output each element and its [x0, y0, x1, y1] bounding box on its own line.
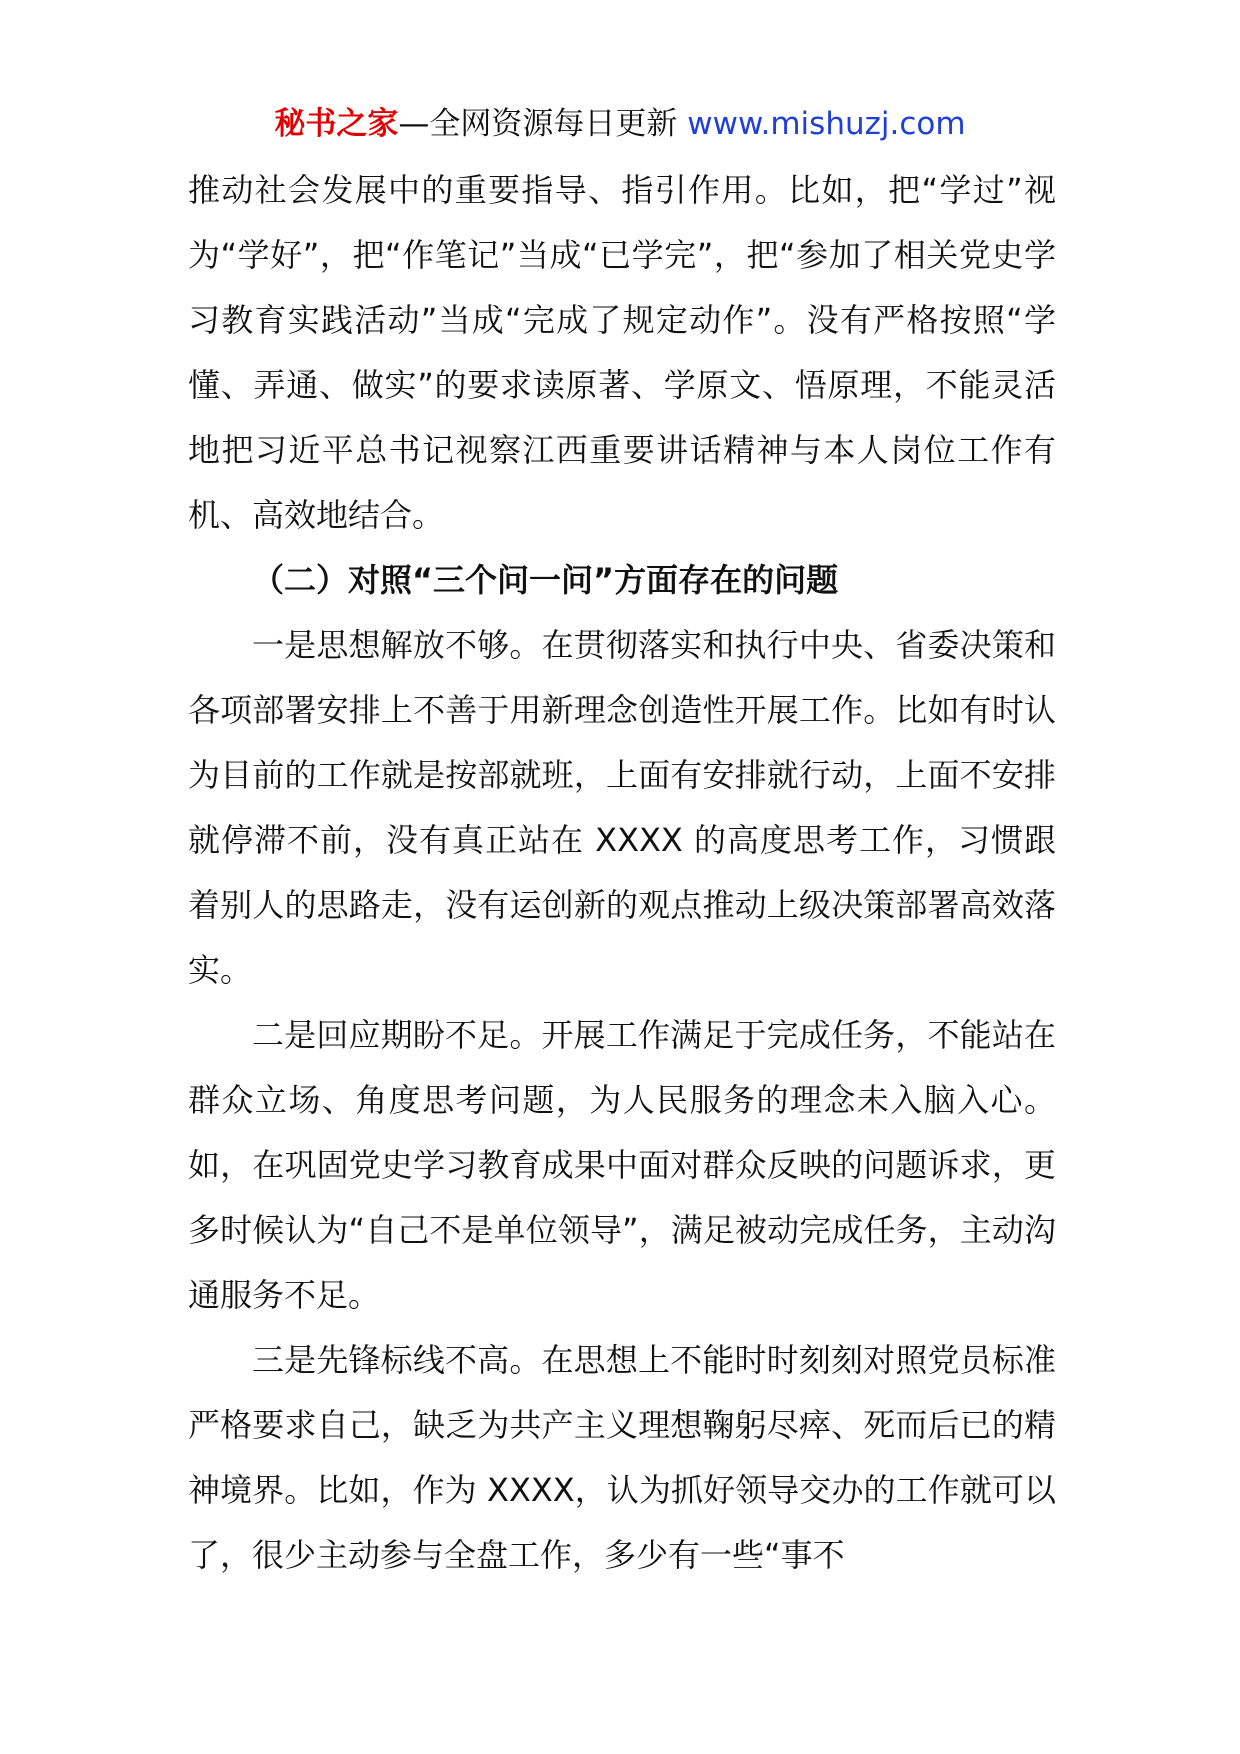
brand-name: 秘书之家 [274, 106, 399, 142]
paragraph-continuation: 推动社会发展中的重要指导、指引作用。比如，把“学过”视为“学好”，把“作笔记”当成“已学完”，把“参加了相关党史学习教育实践活动”当成“完成了规定动作”。没有严格按照“学懂、弄通、做实”的要求读原著、学原文、悟原理，不能灵活地把习近平总书记视察江西重要讲话精神与本人岗位工作有机、高效地结合。 [188, 171, 1056, 534]
paragraph-item-3: 三是先锋标线不高。在思想上不能时时刻刻对照党员标准严格要求自己，缺乏为共产主义理想鞠躬尽瘁、死而后已的精神境界。比如，作为 XXXX，认为抓好领导交办的工作就可以了，很少主动参与全盘工作，多少有一些“事不 [188, 1341, 1056, 1574]
header-slogan: —全网资源每日更新 [398, 106, 688, 142]
website-link[interactable]: www.mishuzj.com [687, 106, 966, 142]
paragraph-item-1: 一是思想解放不够。在贯彻落实和执行中央、省委决策和各项部署安排上不善于用新理念创造性开展工作。比如有时认为目前的工作就是按部就班，上面有安排就行动，上面不安排就停滞不前，没有真正站在 XXXX 的高度思考工作，习惯跟着别人的思路走，没有运创新的观点推动上级决策部署高效落实。 [188, 626, 1056, 989]
section-heading: （二）对照“三个问一问”方面存在的问题 [252, 561, 839, 599]
page-header [0, 100, 1240, 148]
document-body [188, 158, 1056, 1588]
paragraph-item-2: 二是回应期盼不足。开展工作满足于完成任务，不能站在群众立场、角度思考问题，为人民服务的理念未入脑入心。如，在巩固党史学习教育成果中面对群众反映的问题诉求，更多时候认为“自己不是单位领导”，满足被动完成任务，主动沟通服务不足。 [188, 1016, 1056, 1314]
